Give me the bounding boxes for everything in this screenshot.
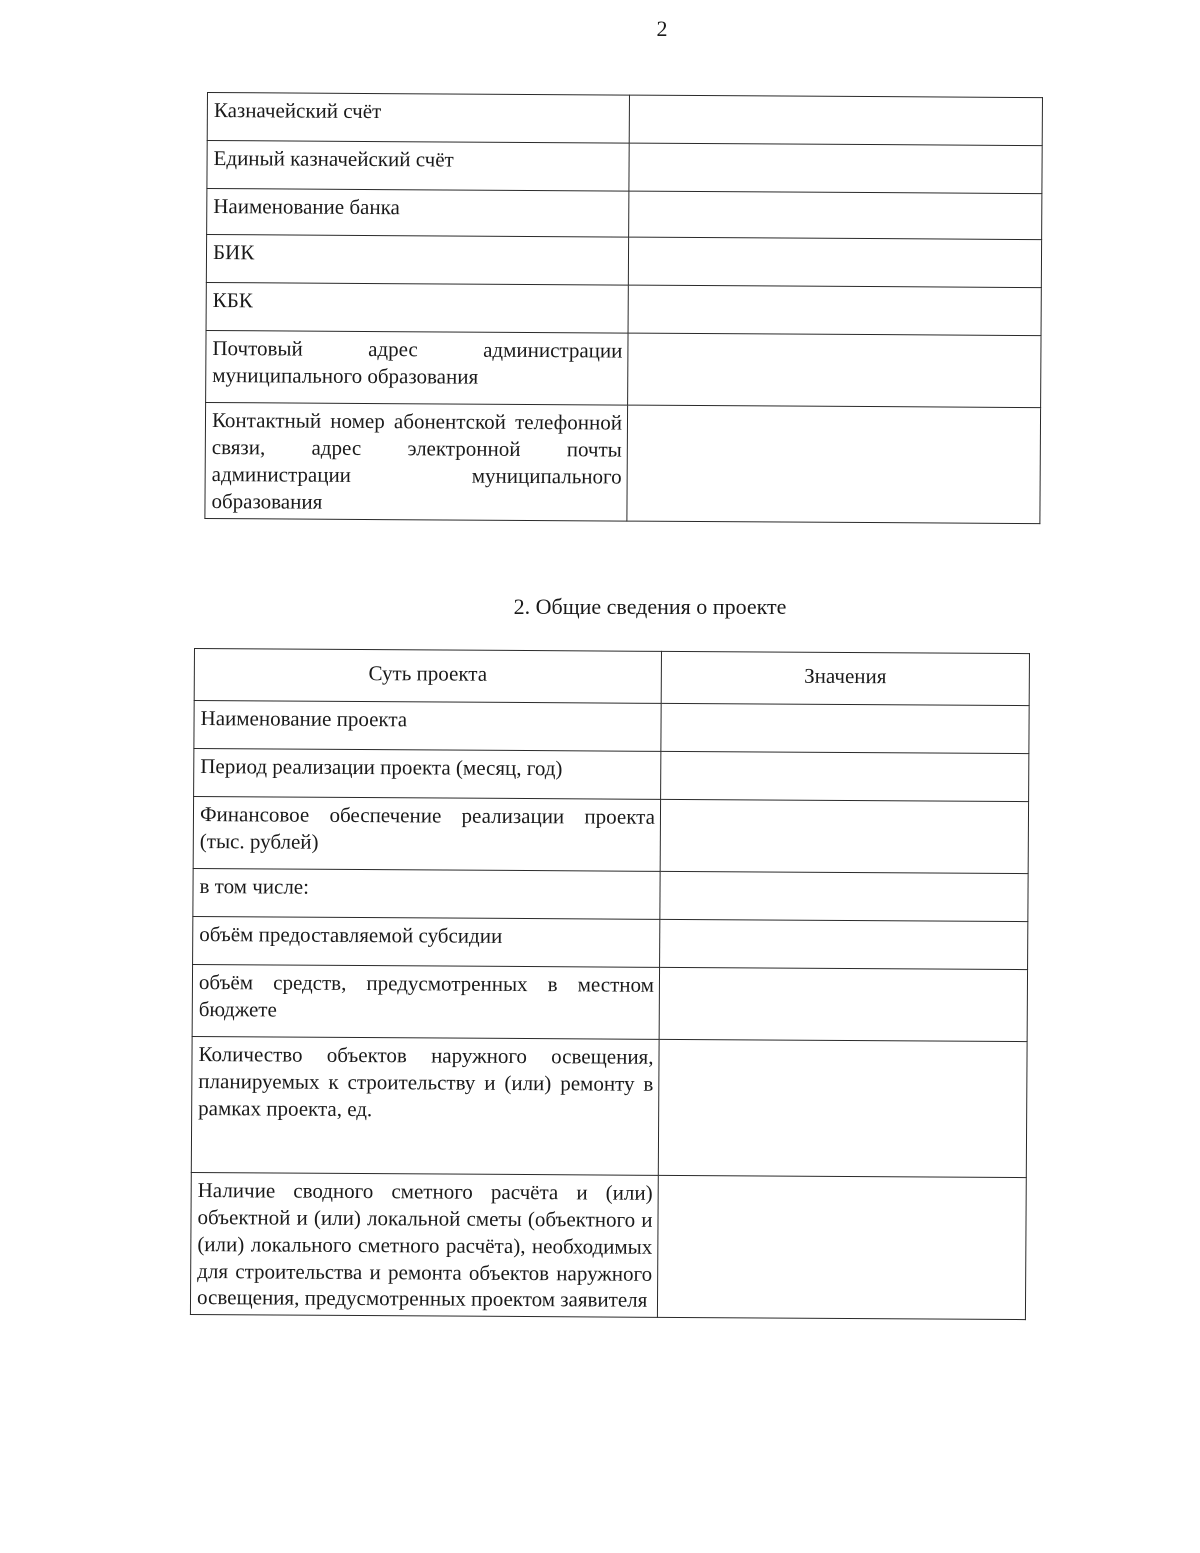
row-label-financing: Финансовое обеспечение реализации проекта (тыс. рублей) [193, 796, 660, 871]
section-heading: 2. Общие сведения о проекте [513, 594, 787, 619]
row-label-kbk: КБК [206, 282, 628, 333]
bank-name-value[interactable] [629, 191, 1042, 240]
page-number: 2 [656, 16, 668, 41]
column-header-values: Значения [661, 651, 1029, 705]
row-label-including: в том числе: [193, 868, 660, 919]
row-label-bik: БИК [206, 235, 628, 286]
financing-value[interactable] [660, 799, 1028, 873]
row-label-implementation-period: Период реализации проекта (месяц, год) [194, 748, 661, 799]
kbk-value[interactable] [628, 285, 1041, 336]
table-header-row [194, 649, 1029, 706]
table-row [207, 189, 1042, 240]
row-label-project-name: Наименование проекта [194, 700, 661, 751]
table-row [193, 916, 1028, 969]
subsidy-amount-value[interactable] [660, 919, 1028, 969]
table-row [207, 141, 1042, 194]
table-row [206, 282, 1041, 335]
local-budget-funds-value[interactable] [659, 967, 1027, 1041]
row-label-unified-treasury-account: Единый казначейский счёт [207, 141, 629, 192]
project-name-value[interactable] [661, 703, 1029, 753]
table-row [191, 1036, 1027, 1177]
table-row [207, 93, 1042, 146]
row-label-local-budget-funds: объём средств, предусмотренных в местном бюджете [192, 964, 659, 1039]
unified-treasury-account-value[interactable] [629, 143, 1042, 194]
estimate-availability-value[interactable] [657, 1175, 1026, 1320]
table-row [205, 402, 1041, 523]
table-row [193, 796, 1028, 873]
row-label-bank-name: Наименование банка [207, 189, 629, 238]
table-row [206, 330, 1041, 407]
row-label-lighting-objects-count: Количество объектов наружного освещения, планируемых к строительству и (или) ремонту в рамках проекта, ед. [191, 1036, 659, 1175]
table-row [193, 868, 1028, 921]
table-row [206, 235, 1041, 288]
bik-value[interactable] [628, 237, 1041, 288]
table-row [190, 1172, 1026, 1319]
account-details-table [204, 92, 1043, 524]
table-row [194, 748, 1029, 801]
row-label-postal-address: Почтовый адрес администрации муниципального образования [206, 330, 628, 405]
column-header-project-essence: Суть проекта [194, 649, 661, 704]
row-label-contacts: Контактный номер абонентской телефонной связи, адрес электронной почты администрации муниципального образования [205, 402, 628, 520]
lighting-objects-count-value[interactable] [658, 1039, 1027, 1177]
row-label-treasury-account: Казначейский счёт [207, 93, 629, 144]
implementation-period-value[interactable] [661, 751, 1029, 801]
row-label-estimate-availability: Наличие сводного сметного расчёта и (или) объектной и (или) локальной сметы (объектного и (или) локального сметного расчёта), необходимых для строительства и ремонта объектов наружного освещения, предусмотренных проектом заявителя [190, 1172, 658, 1317]
treasury-account-value[interactable] [629, 95, 1042, 146]
project-info-table [190, 648, 1030, 1320]
postal-address-value[interactable] [628, 333, 1041, 408]
row-label-subsidy-amount: объём предоставляемой субсидии [193, 916, 660, 967]
table-row [192, 964, 1027, 1041]
table-row [194, 700, 1029, 753]
contacts-value[interactable] [627, 405, 1041, 523]
including-value[interactable] [660, 871, 1028, 921]
